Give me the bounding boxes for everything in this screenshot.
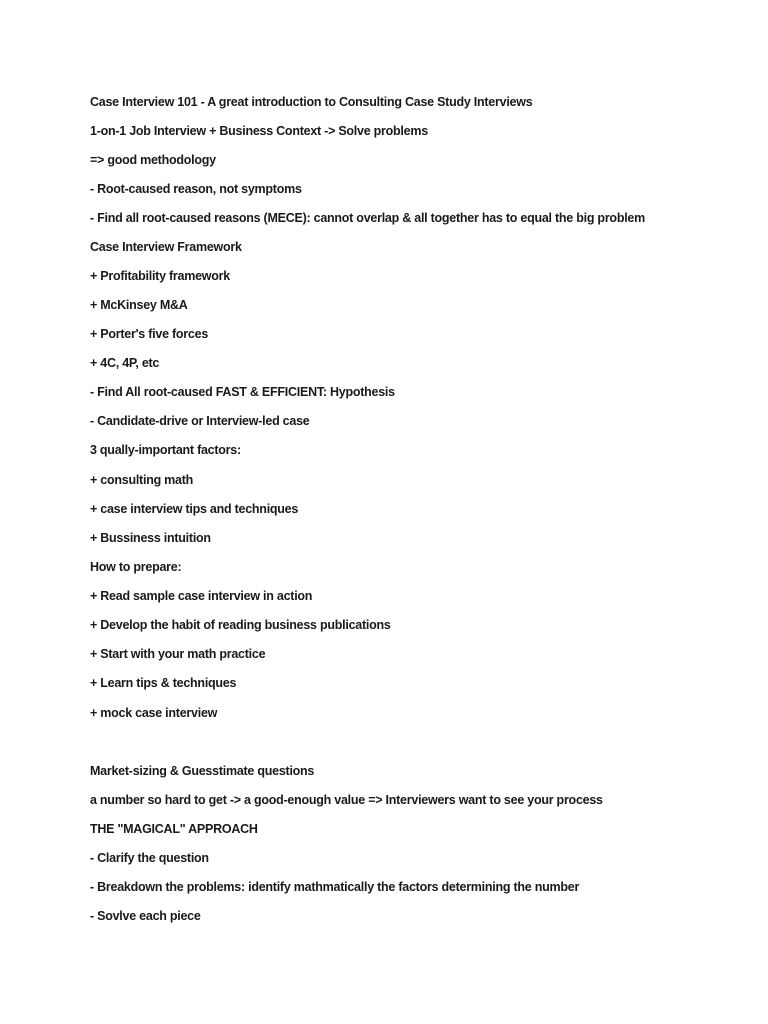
- text-line: 1-on-1 Job Interview + Business Context -> Solve problems: [90, 124, 428, 138]
- text-line: - Find all root-caused reasons (MECE): cannot overlap & all together has to equal the big problem: [90, 211, 645, 225]
- section-heading: 3 qually-important factors:: [90, 443, 241, 457]
- text-line: + Read sample case interview in action: [90, 589, 313, 603]
- text-line: => good methodology: [90, 153, 216, 167]
- text-line: + Porter's five forces: [90, 327, 209, 341]
- text-line: + McKinsey M&A: [90, 298, 188, 312]
- text-line: - Find All root-caused FAST & EFFICIENT: Hypothesis: [90, 385, 395, 399]
- text-line: + consulting math: [90, 473, 194, 487]
- text-line: a number so hard to get -> a good-enough value => Interviewers want to see your process: [90, 793, 603, 807]
- section-heading: THE "MAGICAL" APPROACH: [90, 822, 258, 836]
- text-line: + Bussiness intuition: [90, 531, 211, 545]
- text-line: + Learn tips & techniques: [90, 676, 237, 690]
- text-line: - Root-caused reason, not symptoms: [90, 182, 302, 196]
- text-line: + Develop the habit of reading business publications: [90, 618, 391, 632]
- section-heading: How to prepare:: [90, 560, 182, 574]
- text-line: - Clarify the question: [90, 851, 209, 865]
- text-line: + Profitability framework: [90, 269, 230, 283]
- text-line: - Sovlve each piece: [90, 909, 201, 923]
- text-line: - Candidate-drive or Interview-led case: [90, 414, 310, 428]
- section-heading: Case Interview Framework: [90, 240, 242, 254]
- section-heading: Market-sizing & Guesstimate questions: [90, 764, 315, 778]
- text-line: + case interview tips and techniques: [90, 502, 299, 516]
- text-line: - Breakdown the problems: identify mathmatically the factors determining the number: [90, 880, 580, 894]
- document-title: Case Interview 101 - A great introduction to Consulting Case Study Interviews: [90, 95, 533, 109]
- text-line: + mock case interview: [90, 706, 218, 720]
- text-line: + Start with your math practice: [90, 647, 266, 661]
- text-line: + 4C, 4P, etc: [90, 356, 160, 370]
